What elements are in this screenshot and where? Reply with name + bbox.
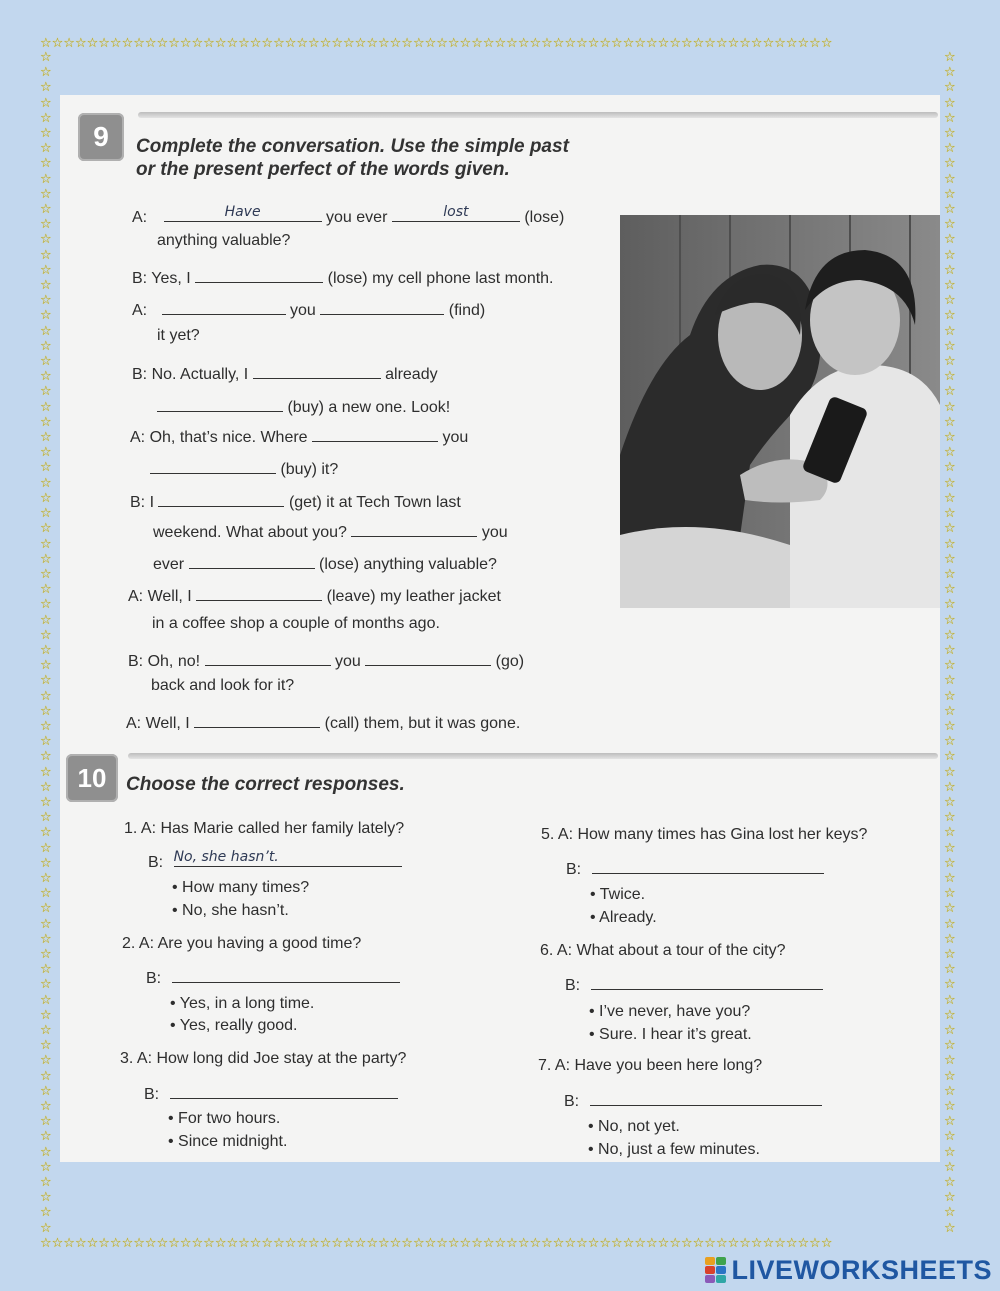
text: Oh, no! bbox=[147, 653, 201, 670]
speaker-label: B: bbox=[564, 1093, 580, 1110]
option-text: No, just a few minutes. bbox=[598, 1141, 760, 1158]
speaker-label: B: bbox=[132, 366, 148, 383]
exercise-9-badge: 9 bbox=[78, 113, 124, 161]
text: Oh, that’s nice. Where bbox=[149, 429, 308, 446]
text: (lose) bbox=[524, 209, 565, 226]
blank-5[interactable] bbox=[320, 297, 444, 315]
blank-14[interactable] bbox=[205, 648, 331, 666]
text: (go) bbox=[495, 653, 525, 670]
header-rule bbox=[138, 112, 938, 118]
text: already bbox=[385, 366, 438, 383]
ex10-option[interactable]: • Yes, in a long time. bbox=[170, 995, 315, 1012]
exercise-9-heading-line1: Complete the conversation. Use the simple past bbox=[136, 136, 569, 157]
ex10-option[interactable]: • No, not yet. bbox=[588, 1118, 680, 1135]
star-border-right: ☆☆☆☆☆☆☆☆☆☆☆☆☆☆☆☆☆☆☆☆☆☆☆☆☆☆☆☆☆☆☆☆☆☆☆☆☆☆☆☆☆☆☆☆☆☆☆☆☆☆☆☆☆☆☆☆☆☆☆☆☆☆☆☆☆☆☆☆☆☆☆☆☆☆☆☆☆☆ bbox=[944, 50, 956, 1236]
speaker-label: A: bbox=[132, 209, 148, 226]
option-text: No, not yet. bbox=[598, 1118, 680, 1135]
ex9-line-3 bbox=[132, 265, 554, 288]
header-rule bbox=[128, 753, 938, 759]
ex10-question-2: 2. A: Are you having a good time? bbox=[122, 935, 362, 952]
ex10-answer-row-6 bbox=[565, 972, 823, 995]
ex9-line-6 bbox=[132, 361, 438, 384]
ex9-line-1 bbox=[132, 204, 564, 227]
option-text: Since midnight. bbox=[178, 1133, 288, 1150]
text: (buy) a new one. Look! bbox=[287, 399, 451, 416]
ex9-line-11 bbox=[153, 519, 508, 542]
text: (leave) my leather jacket bbox=[326, 588, 501, 605]
ex10-option[interactable]: • No, she hasn’t. bbox=[172, 902, 289, 919]
ex10-option[interactable]: • I’ve never, have you? bbox=[589, 1003, 751, 1020]
ex9-line-9 bbox=[150, 456, 338, 479]
ex10-answer-row-2 bbox=[146, 965, 400, 988]
ex9-line-15 bbox=[128, 648, 524, 671]
answer-select-5[interactable] bbox=[592, 856, 824, 874]
text: Well, I bbox=[145, 715, 190, 732]
ex10-option[interactable]: • Yes, really good. bbox=[170, 1017, 298, 1034]
ex10-question-6: 6. A: What about a tour of the city? bbox=[540, 942, 786, 959]
blank-3[interactable] bbox=[195, 265, 323, 283]
ex9-line-2: anything valuable? bbox=[157, 232, 291, 249]
blank-11[interactable] bbox=[351, 519, 477, 537]
star-border-bottom: ☆☆☆☆☆☆☆☆☆☆☆☆☆☆☆☆☆☆☆☆☆☆☆☆☆☆☆☆☆☆☆☆☆☆☆☆☆☆☆☆☆☆☆☆☆☆☆☆☆☆☆☆☆☆☆☆☆☆☆☆☆☆☆☆☆☆☆☆ bbox=[40, 1237, 833, 1250]
ex10-question-1: 1. A: Has Marie called her family lately? bbox=[124, 820, 405, 837]
blank-10[interactable] bbox=[158, 489, 284, 507]
blank-7[interactable] bbox=[157, 394, 283, 412]
answer-select-6[interactable] bbox=[591, 972, 823, 990]
answer-select-3[interactable] bbox=[170, 1081, 398, 1099]
text: (find) bbox=[448, 302, 486, 319]
text: No. Actually, I bbox=[151, 366, 249, 383]
speaker-label: B: bbox=[565, 977, 581, 994]
blank-2[interactable] bbox=[392, 204, 520, 222]
exercise-10-heading: Choose the correct responses. bbox=[126, 774, 405, 795]
ex10-answer-row-5 bbox=[566, 856, 824, 879]
speaker-label: B: bbox=[146, 970, 162, 987]
text: (get) it at Tech Town last bbox=[288, 494, 461, 511]
speaker-label: A: bbox=[130, 429, 146, 446]
text: I bbox=[149, 494, 155, 511]
ex10-option[interactable]: • No, just a few minutes. bbox=[588, 1141, 760, 1158]
ex9-line-4 bbox=[132, 297, 485, 320]
speaker-label: B: bbox=[130, 494, 146, 511]
text: you ever bbox=[326, 209, 388, 226]
blank-8[interactable] bbox=[312, 424, 438, 442]
speaker-label: B: bbox=[132, 270, 148, 287]
ex10-option[interactable]: • Since midnight. bbox=[168, 1133, 288, 1150]
option-text: Twice. bbox=[599, 886, 646, 903]
ex10-answer-row-7 bbox=[564, 1088, 822, 1111]
answer-select-1[interactable] bbox=[174, 849, 402, 867]
ex10-option[interactable]: • How many times? bbox=[172, 879, 310, 896]
ex10-question-3: 3. A: How long did Joe stay at the party? bbox=[120, 1050, 407, 1067]
ex9-line-17 bbox=[126, 710, 520, 733]
speaker-label: A: bbox=[126, 715, 142, 732]
blank-13[interactable] bbox=[196, 583, 322, 601]
star-border-left: ☆☆☆☆☆☆☆☆☆☆☆☆☆☆☆☆☆☆☆☆☆☆☆☆☆☆☆☆☆☆☆☆☆☆☆☆☆☆☆☆☆☆☆☆☆☆☆☆☆☆☆☆☆☆☆☆☆☆☆☆☆☆☆☆☆☆☆☆☆☆☆☆☆☆☆☆☆☆ bbox=[40, 50, 52, 1236]
ex10-question-5: 5. A: How many times has Gina lost her keys? bbox=[541, 826, 868, 843]
ex9-line-5: it yet? bbox=[157, 327, 200, 344]
ex10-answer-row-3 bbox=[144, 1081, 398, 1104]
ex9-line-14: in a coffee shop a couple of months ago. bbox=[152, 615, 440, 632]
ex9-line-7 bbox=[157, 394, 450, 417]
option-text: Yes, really good. bbox=[179, 1017, 298, 1034]
text: (buy) it? bbox=[280, 461, 339, 478]
text: (call) them, but it was gone. bbox=[324, 715, 521, 732]
logo-blocks-icon bbox=[705, 1257, 727, 1283]
speaker-label: A: bbox=[128, 588, 144, 605]
logo-text: LIVEWORKSHEETS bbox=[731, 1255, 992, 1285]
photo-couple-with-phone bbox=[620, 215, 940, 608]
text: ever bbox=[153, 556, 185, 573]
option-text: For two hours. bbox=[178, 1110, 281, 1127]
blank-1[interactable] bbox=[164, 204, 322, 222]
ex9-line-12 bbox=[153, 551, 497, 574]
answer-lost: lost bbox=[443, 204, 469, 220]
blank-16[interactable] bbox=[194, 710, 320, 728]
exercise-10-badge: 10 bbox=[66, 754, 118, 802]
option-text: No, she hasn’t. bbox=[182, 902, 289, 919]
text: (lose) my cell phone last month. bbox=[327, 270, 554, 287]
option-text: Sure. I hear it’s great. bbox=[599, 1026, 752, 1043]
liveworksheets-logo[interactable] bbox=[705, 1255, 992, 1285]
ex10-question-7: 7. A: Have you been here long? bbox=[538, 1057, 763, 1074]
ex10-option[interactable]: • Sure. I hear it’s great. bbox=[589, 1026, 752, 1043]
exercise-9-heading-line2: or the present perfect of the words given. bbox=[136, 159, 510, 180]
speaker-label: A: bbox=[132, 302, 148, 319]
text: you bbox=[442, 429, 469, 446]
star-border-top: ☆☆☆☆☆☆☆☆☆☆☆☆☆☆☆☆☆☆☆☆☆☆☆☆☆☆☆☆☆☆☆☆☆☆☆☆☆☆☆☆☆☆☆☆☆☆☆☆☆☆☆☆☆☆☆☆☆☆☆☆☆☆☆☆☆☆☆☆ bbox=[40, 37, 833, 50]
blank-6[interactable] bbox=[253, 361, 381, 379]
blank-9[interactable] bbox=[150, 456, 276, 474]
answer-have: Have bbox=[224, 204, 261, 220]
ex10-option[interactable]: • Already. bbox=[590, 909, 657, 926]
speaker-label: B: bbox=[566, 861, 582, 878]
option-text: I’ve never, have you? bbox=[599, 1003, 751, 1020]
text: you bbox=[290, 302, 316, 319]
option-text: How many times? bbox=[182, 879, 310, 896]
text: weekend. What about you? bbox=[153, 524, 347, 541]
text: (lose) anything valuable? bbox=[319, 556, 497, 573]
text: you bbox=[334, 653, 361, 670]
ex9-line-10 bbox=[130, 489, 461, 512]
text: Yes, I bbox=[151, 270, 191, 287]
text: Well, I bbox=[147, 588, 192, 605]
speaker-label: B: bbox=[144, 1086, 160, 1103]
ex9-line-8 bbox=[130, 424, 468, 447]
blank-15[interactable] bbox=[365, 648, 491, 666]
ex10-option[interactable]: • Twice. bbox=[590, 886, 646, 903]
ex10-option[interactable]: • For two hours. bbox=[168, 1110, 281, 1127]
text: you bbox=[481, 524, 508, 541]
answer-select-2[interactable] bbox=[172, 965, 400, 983]
answer-text: No, she hasn’t. bbox=[173, 849, 279, 865]
option-text: Already. bbox=[599, 909, 657, 926]
speaker-label: B: bbox=[148, 854, 164, 871]
speaker-label: B: bbox=[128, 653, 144, 670]
ex9-line-16: back and look for it? bbox=[151, 677, 295, 694]
blank-12[interactable] bbox=[189, 551, 315, 569]
option-text: Yes, in a long time. bbox=[179, 995, 315, 1012]
blank-4[interactable] bbox=[162, 297, 286, 315]
answer-select-7[interactable] bbox=[590, 1088, 822, 1106]
ex10-answer-row-1 bbox=[148, 849, 402, 872]
ex9-line-13 bbox=[128, 583, 501, 606]
